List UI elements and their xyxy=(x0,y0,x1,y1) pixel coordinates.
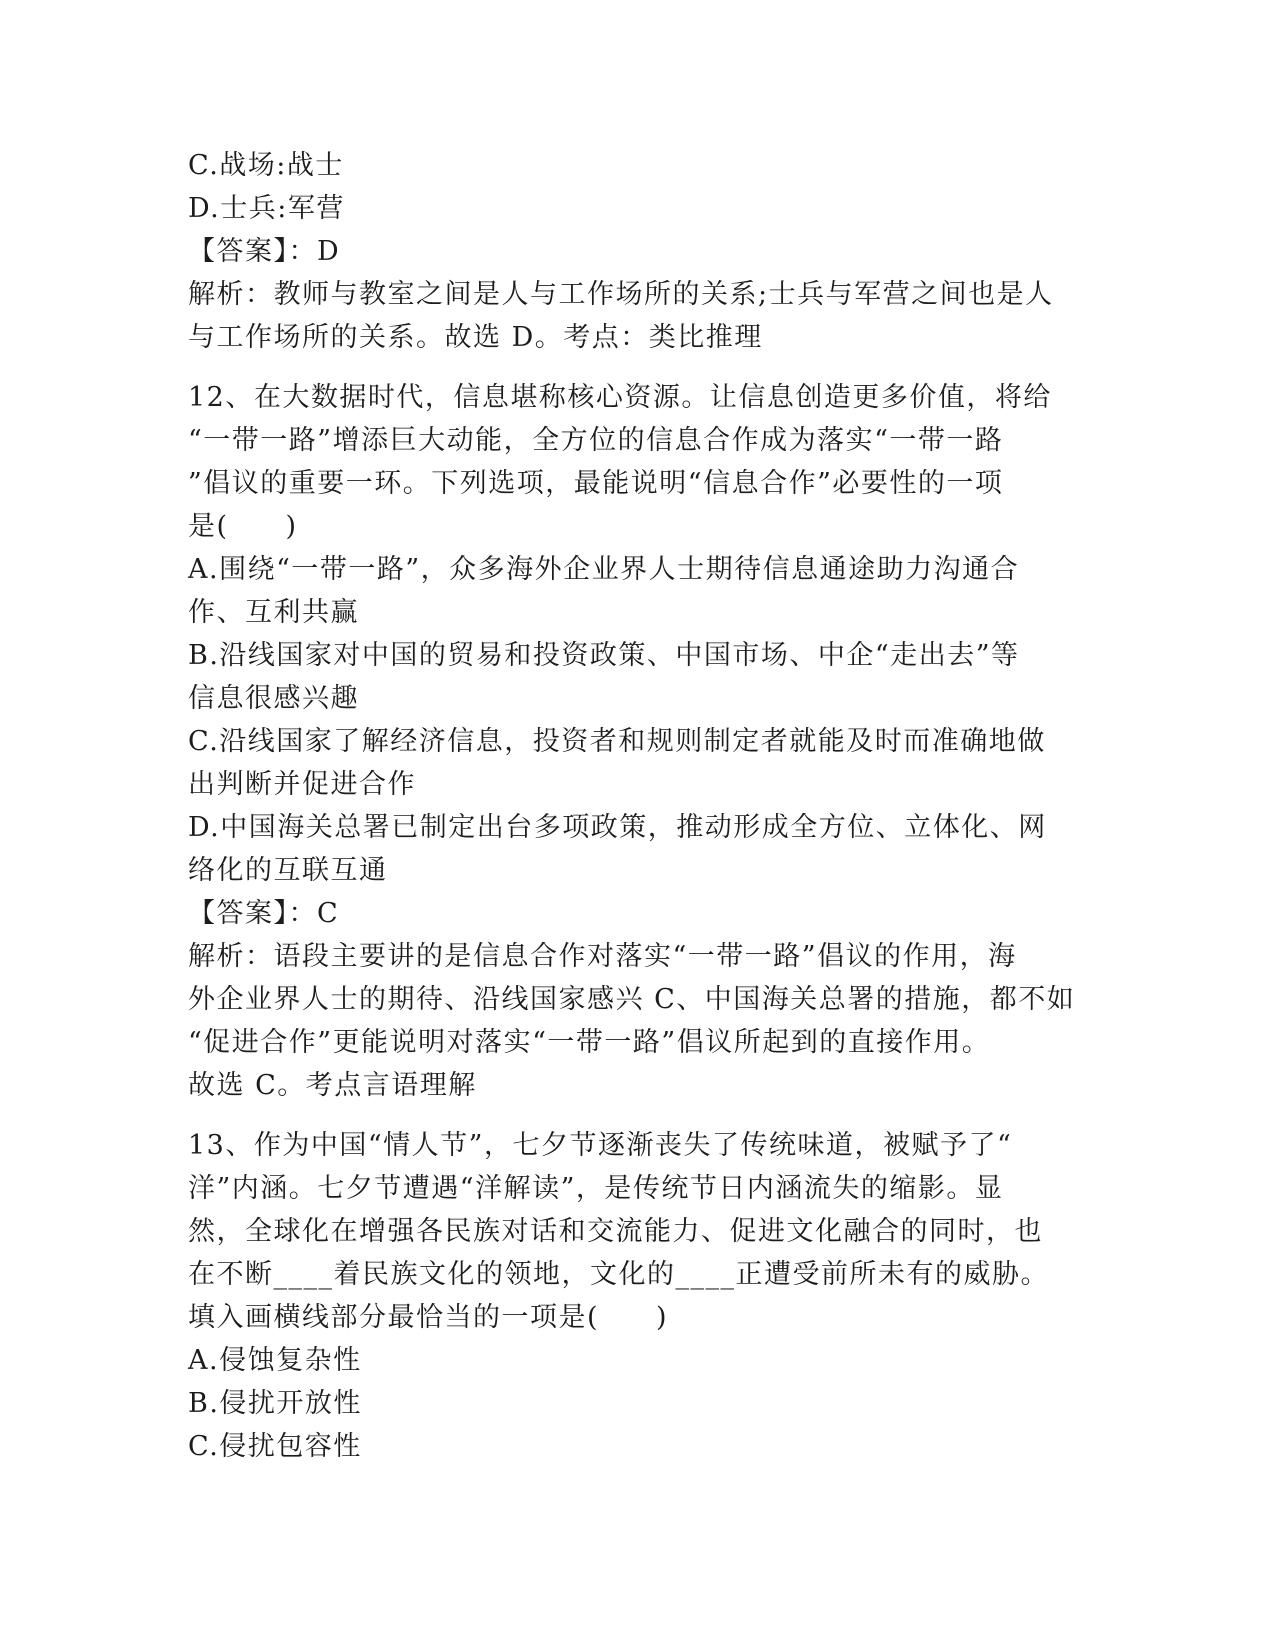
paragraph-gap xyxy=(188,1107,1088,1124)
q12-analysis-line-2: 外企业界人士的期待、沿线国家感兴 C、中国海关总署的措施，都不如 xyxy=(188,984,1076,1015)
q12-option-c-line-1: C.沿线国家了解经济信息，投资者和规则制定者就能及时而准确地做 xyxy=(188,726,1046,757)
q12-option-d-line-2: 络化的互联互通 xyxy=(188,855,388,886)
q13-stem-line-2: 洋”内涵。七夕节遭遇“洋解读”，是传统节日内涵流失的缩影。显 xyxy=(188,1173,1004,1204)
q12-answer: 【答案】：C xyxy=(188,898,340,929)
q11-option-c: C.战场:战士 xyxy=(188,150,344,181)
q12-analysis-line-4: 故选 C。考点言语理解 xyxy=(188,1070,477,1101)
q13-option-c: C.侵扰包容性 xyxy=(188,1431,362,1462)
q13-option-b: B.侵扰开放性 xyxy=(188,1388,362,1419)
q12-stem-line-1: 12、在大数据时代，信息堪称核心资源。让信息创造更多价值，将给 xyxy=(188,382,1052,413)
q12-option-c-line-2: 出判断并促进合作 xyxy=(188,769,416,800)
q13-option-a: A.侵蚀复杂性 xyxy=(188,1345,362,1376)
q12-option-d-line-1: D.中国海关总署已制定出台多项政策，推动形成全方位、立体化、网 xyxy=(188,812,1047,843)
q11-option-d: D.士兵:军营 xyxy=(188,193,345,224)
q12-stem-line-2: “一带一路”增添巨大动能，全方位的信息合作成为落实“一带一路 xyxy=(188,425,1004,456)
q13-stem-line-3: 然，全球化在增强各民族对话和交流能力、促进文化融合的同时，也 xyxy=(188,1216,1043,1247)
q12-analysis-line-1: 解析：语段主要讲的是信息合作对落实“一带一路”倡议的作用，海 xyxy=(188,941,1017,972)
q12-option-a-line-2: 作、互利共赢 xyxy=(188,597,359,628)
q12-analysis-line-3: “促进合作”更能说明对落实“一带一路”倡议所起到的直接作用。 xyxy=(188,1027,991,1058)
q12-option-a-line-1: A.围绕“一带一路”，众多海外企业界人士期待信息通途助力沟通合 xyxy=(188,554,1020,585)
q11-answer: 【答案】：D xyxy=(188,236,341,267)
q11-analysis-line-2: 与工作场所的关系。故选 D。考点：类比推理 xyxy=(188,322,763,353)
page-content xyxy=(188,144,1088,1468)
q13-stem-line-4: 在不断____着民族文化的领地，文化的____正遭受前所未有的威胁。 xyxy=(188,1259,1049,1290)
q12-option-b-line-2: 信息很感兴趣 xyxy=(188,683,359,714)
q11-analysis-line-1: 解析：教师与教室之间是人与工作场所的关系;士兵与军营之间也是人 xyxy=(188,279,1054,310)
q13-stem-line-5: 填入画横线部分最恰当的一项是( ) xyxy=(188,1302,669,1333)
q12-option-b-line-1: B.沿线国家对中国的贸易和投资政策、中国市场、中企“走出去”等 xyxy=(188,640,1020,671)
q13-stem-line-1: 13、作为中国“情人节”，七夕节逐渐丧失了传统味道，被赋予了“ xyxy=(188,1130,1013,1161)
paragraph-gap xyxy=(188,359,1088,376)
q12-stem-line-3: ”倡议的重要一环。下列选项，最能说明“信息合作”必要性的一项 xyxy=(188,468,1004,499)
q12-stem-line-4: 是( ) xyxy=(188,511,298,542)
